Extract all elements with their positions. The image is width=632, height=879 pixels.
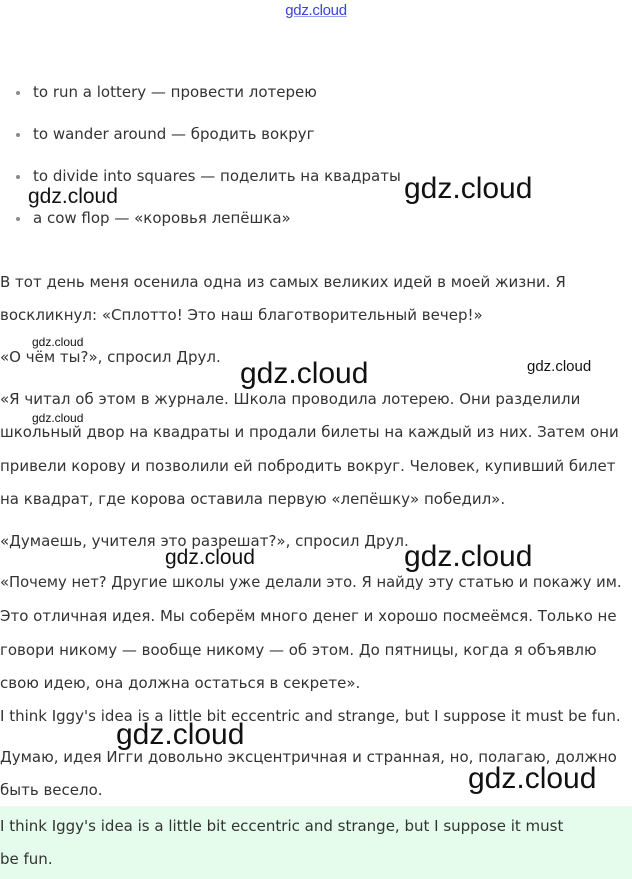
bullet-icon bbox=[16, 175, 20, 179]
watermark: gdz.cloud bbox=[28, 185, 118, 208]
watermark: gdz.cloud bbox=[165, 546, 255, 569]
watermark: gdz.cloud bbox=[116, 718, 245, 751]
text-line: быть весело. bbox=[0, 781, 103, 799]
watermark: gdz.cloud bbox=[468, 762, 597, 795]
text-line: Это отличная идея. Мы соберём много денег и хорошо посмеёмся. Только не bbox=[0, 607, 617, 625]
watermark-top: gdz.cloud bbox=[285, 2, 347, 19]
vocab-text: to divide into squares — поделить на квадраты bbox=[33, 167, 401, 185]
list-item bbox=[14, 206, 401, 248]
text-line: свою идею, она должна остаться в секрете». bbox=[0, 674, 361, 692]
watermark: gdz.cloud bbox=[527, 358, 592, 375]
bullet-icon bbox=[16, 217, 20, 221]
watermark: gdz.cloud bbox=[404, 540, 533, 573]
vocabulary-list bbox=[14, 80, 401, 248]
vocab-text: to run a lottery — провести лотерею bbox=[33, 83, 317, 101]
text-line: «О чём ты?», спросил Друл. bbox=[0, 348, 221, 366]
watermark: gdz.cloud bbox=[404, 172, 533, 205]
list-item bbox=[14, 122, 401, 164]
watermark: gdz.cloud bbox=[240, 357, 369, 390]
watermark: gdz.cloud bbox=[32, 335, 84, 349]
text-line: «Я читал об этом в журнале. Школа проводила лотерею. Они разделили bbox=[0, 390, 581, 408]
watermark: gdz.cloud bbox=[32, 411, 84, 425]
text-line: привели корову и позволили ей побродить вокруг. Человек, купивший билет bbox=[0, 457, 616, 475]
vocab-text: to wander around — бродить вокруг bbox=[33, 125, 315, 143]
text-line: «Почему нет? Другие школы уже делали это. Я найду эту статью и покажу им. bbox=[0, 574, 622, 591]
vocab-text: a cow flop — «коровья лепёшка» bbox=[33, 209, 291, 227]
answer-line: be fun. bbox=[0, 850, 53, 868]
text-line: I think Iggy's idea is a little bit eccentric and strange, but I suppose it must be fun. bbox=[0, 707, 621, 725]
text-line: на квадрат, где корова оставила первую «лепёшку» победил». bbox=[0, 490, 506, 508]
bullet-icon bbox=[16, 91, 20, 95]
text-line: В тот день меня осенила одна из самых великих идей в моей жизни. Я bbox=[0, 273, 566, 291]
text-line: воскликнул: «Сплотто! Это наш благотворительный вечер!» bbox=[0, 306, 483, 324]
answer-highlight bbox=[0, 806, 632, 879]
text-line: говори никому — вообще никому — об этом. До пятницы, когда я объявлю bbox=[0, 641, 597, 659]
answer-line: I think Iggy's idea is a little bit eccentric and strange, but I suppose it must bbox=[0, 817, 564, 835]
text-line: Думаю, идея Игги довольно эксцентричная и странная, но, полагаю, должно bbox=[0, 748, 617, 766]
text-line: «Думаешь, учителя это разрешат?», спросил Друл. bbox=[0, 532, 409, 550]
text-line: школьный двор на квадраты и продали билеты на каждый из них. Затем они bbox=[0, 423, 619, 441]
list-item bbox=[14, 80, 401, 122]
bullet-icon bbox=[16, 133, 20, 137]
